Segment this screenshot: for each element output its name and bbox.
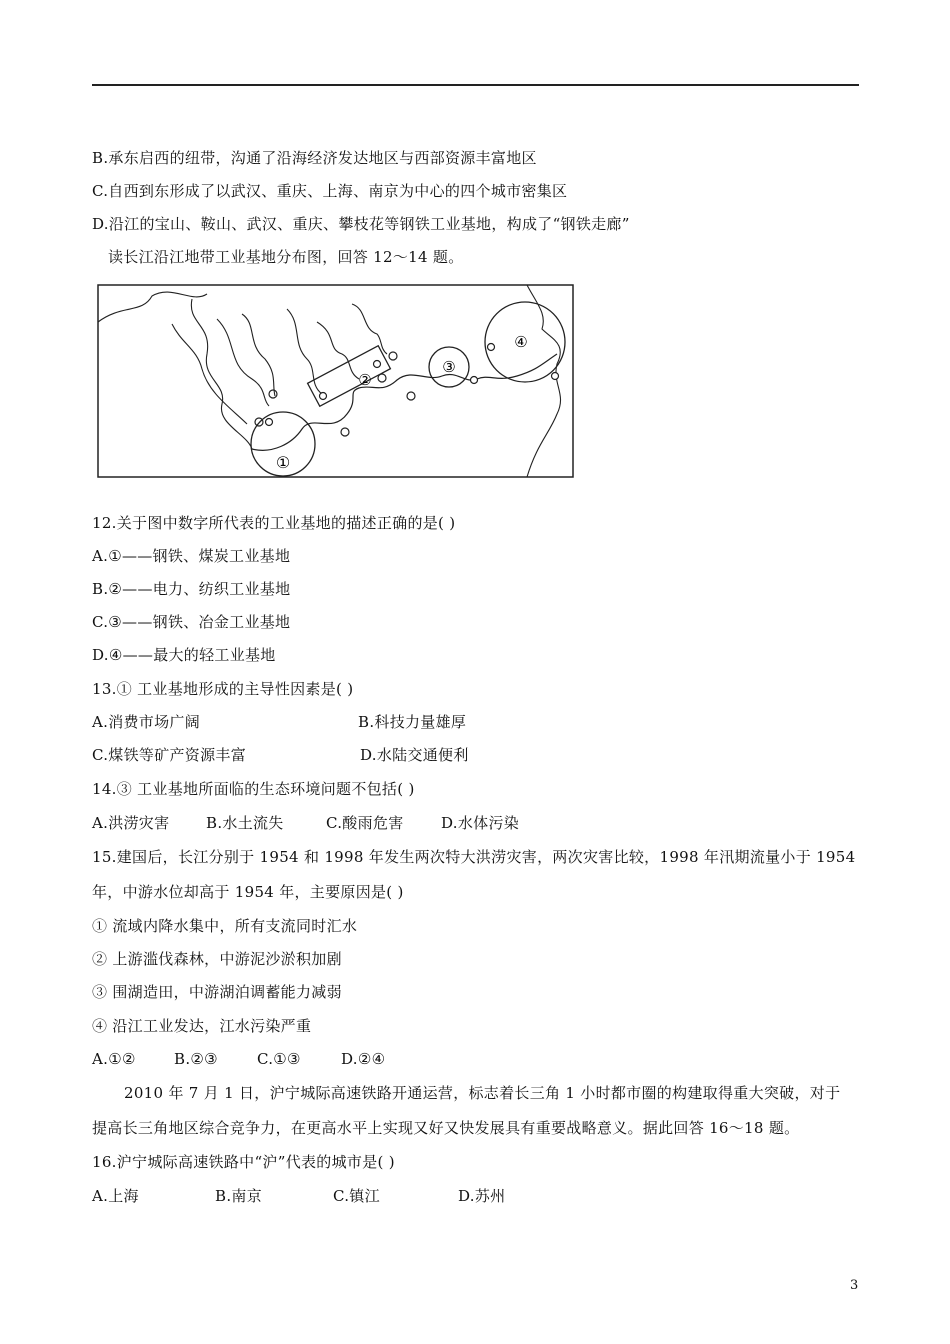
q13-option-d: D.水陆交通便利 bbox=[360, 746, 469, 764]
q12-stem: 12.关于图中数字所代表的工业基地的描述正确的是( ) bbox=[92, 514, 456, 532]
q15-item-2: ② 上游滥伐森林，中游泥沙淤积加剧 bbox=[92, 950, 342, 968]
q13-option-c: C.煤铁等矿产资源丰富 bbox=[92, 746, 247, 764]
page-number: 3 bbox=[850, 1278, 859, 1293]
q15-item-3: ③ 围湖造田，中游湖泊调蓄能力减弱 bbox=[92, 983, 342, 1001]
q13-option-a: A.消费市场广阔 bbox=[92, 713, 201, 731]
passage-line2: 提高长三角地区综合竞争力，在更高水平上实现又好又快发展具有重要战略意义。据此回答 16～18 题。 bbox=[92, 1119, 800, 1137]
q16-option-c: C.镇江 bbox=[333, 1187, 380, 1205]
passage-line1: 2010 年 7 月 1 日，沪宁城际高速铁路开通运营，标志着长三角 1 小时都市圈的构建取得重大突破，对于 bbox=[124, 1084, 841, 1102]
option-c-line: C.自西到东形成了以武汉、重庆、上海、南京为中心的四个城市密集区 bbox=[92, 182, 568, 200]
q13-option-b: B.科技力量雄厚 bbox=[358, 713, 467, 731]
q13-stem: 13.① 工业基地形成的主导性因素是( ) bbox=[92, 680, 354, 698]
q16-option-d: D.苏州 bbox=[458, 1187, 506, 1205]
q14-option-d: D.水体污染 bbox=[441, 814, 520, 832]
q15-stem-line1: 15.建国后，长江分别于 1954 和 1998 年发生两次特大洪涝灾害，两次灾害比较，1998 年汛期流量小于 1954 bbox=[92, 848, 856, 866]
yangtze-industrial-map bbox=[97, 284, 574, 478]
q14-option-b: B.水土流失 bbox=[206, 814, 284, 832]
map-label-1: ① bbox=[275, 453, 291, 472]
map-label-2: ② bbox=[358, 371, 372, 389]
q15-option-d: D.②④ bbox=[341, 1050, 386, 1068]
q16-stem: 16.沪宁城际高速铁路中“沪”代表的城市是( ) bbox=[92, 1153, 395, 1171]
q15-option-b: B.②③ bbox=[174, 1050, 218, 1068]
q15-item-1: ① 流域内降水集中，所有支流同时汇水 bbox=[92, 917, 358, 935]
header-rule bbox=[92, 84, 859, 86]
q15-option-c: C.①③ bbox=[257, 1050, 301, 1068]
q12-option-b: B.②——电力、纺织工业基地 bbox=[92, 580, 291, 598]
option-b-line: B.承东启西的纽带，沟通了沿海经济发达地区与西部资源丰富地区 bbox=[92, 149, 537, 167]
q14-option-a: A.洪涝灾害 bbox=[92, 814, 170, 832]
q12-option-d: D.④——最大的轻工业基地 bbox=[92, 646, 276, 664]
q15-item-4: ④ 沿江工业发达，江水污染严重 bbox=[92, 1017, 312, 1035]
q14-stem: 14.③ 工业基地所面临的生态环境问题不包括( ) bbox=[92, 780, 415, 798]
q16-option-a: A.上海 bbox=[92, 1187, 139, 1205]
map-label-3: ③ bbox=[442, 358, 456, 376]
q16-option-b: B.南京 bbox=[215, 1187, 262, 1205]
q15-stem-line2: 年，中游水位却高于 1954 年，主要原因是( ) bbox=[92, 883, 404, 901]
q12-option-a: A.①——钢铁、煤炭工业基地 bbox=[92, 547, 291, 565]
map-instruction: 读长江沿江地带工业基地分布图，回答 12～14 题。 bbox=[108, 248, 464, 266]
q15-option-a: A.①② bbox=[92, 1050, 136, 1068]
q12-option-c: C.③——钢铁、冶金工业基地 bbox=[92, 613, 291, 631]
option-d-line: D.沿江的宝山、鞍山、武汉、重庆、攀枝花等钢铁工业基地，构成了“钢铁走廊” bbox=[92, 215, 630, 233]
map-label-4: ④ bbox=[514, 333, 528, 351]
q14-option-c: C.酸雨危害 bbox=[326, 814, 404, 832]
